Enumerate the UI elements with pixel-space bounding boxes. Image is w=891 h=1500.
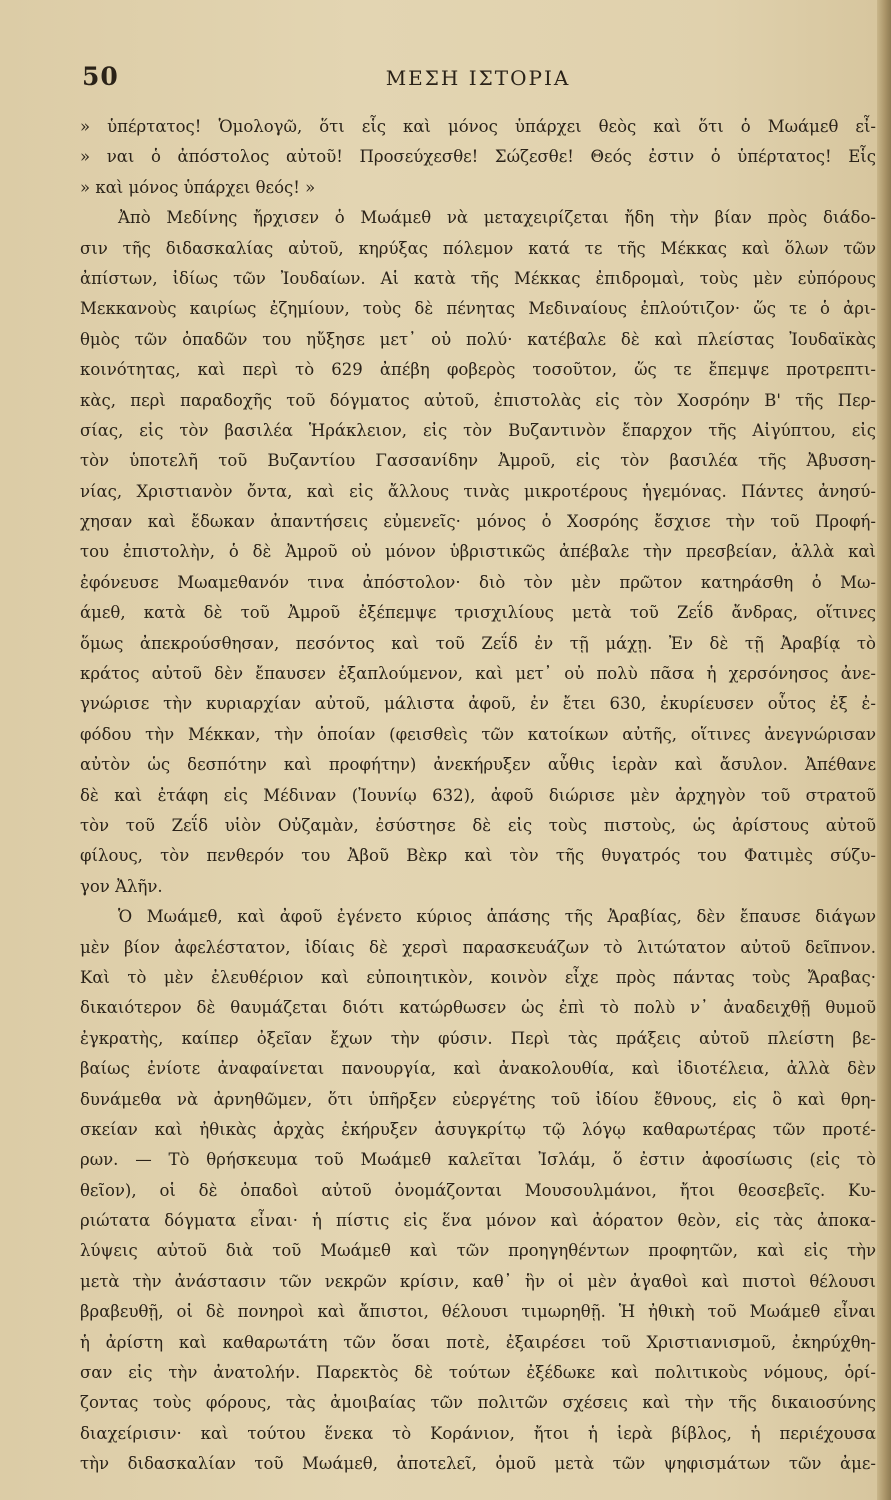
text-line: φίλους, τὸν πενθερόν του Ἀβοῦ Βὲκρ καὶ τὸν τῆς θυγατρός του Φατιμὲς σύζυ- xyxy=(80,846,876,866)
text-line: Ὁ Μωάμεθ, καὶ ἀφοῦ ἐγένετο κύριος ἁπάσης τῆς Ἀραβίας, δὲν ἔπαυσε διάγων xyxy=(118,907,876,927)
running-title: ΜΕΣΗ ΙΣΤΟΡΙΑ xyxy=(385,66,571,90)
text-line: δυνάμεθα νὰ ἀρνηθῶμεν, ὅτι ὑπῆρξεν εὐεργέτης τοῦ ἰδίου ἔθνους, εἰς ὃ καὶ θρη- xyxy=(80,1089,876,1109)
text-line: τὸν ὑποτελῆ τοῦ Βυζαντίου Γασσανίδην Ἀμροῦ, εἰς τὸν βασιλέα τῆς Ἀβυσση- xyxy=(80,451,876,471)
text-line: βραβευθῇ, οἱ δὲ πονηροὶ καὶ ἄπιστοι, θέλουσι τιμωρηθῇ. Ἡ ἠθικὴ τοῦ Μωάμεθ εἶναι xyxy=(80,1302,876,1322)
text-line: » καὶ μόνος ὑπάρχει θεός! » xyxy=(80,177,316,197)
text-line: Ἀπὸ Μεδίνης ἤρχισεν ὁ Μωάμεθ νὰ μεταχειρίζεται ἤδη τὴν βίαν πρὸς διάδο- xyxy=(118,208,876,228)
text-line: δικαιότερον δὲ θαυμάζεται διότι κατώρθωσεν ὡς ἐπὶ τὸ πολὺ ν᾽ ἀναδειχθῇ θυμοῦ xyxy=(80,998,876,1018)
page-number: 50 xyxy=(82,62,119,91)
text-line: μὲν βίον ἀφελέστατον, ἰδίαις δὲ χερσὶ παρασκευάζων τὸ λιτώτατον αὐτοῦ δεῖπνον. xyxy=(80,937,876,957)
text-line: γνώρισε τὴν κυριαρχίαν αὐτοῦ, μάλιστα ἀφοῦ, ἐν ἔτει 630, ἐκυρίευσεν οὗτος ἐξ ἐ- xyxy=(80,694,876,714)
text-line: ἀπίστων, ἰδίως τῶν Ἰουδαίων. Αἱ κατὰ τῆς Μέκκας ἐπιδρομαὶ, τοὺς μὲν εὐπόρους xyxy=(80,268,876,288)
text-line: λύψεις αὐτοῦ διὰ τοῦ Μωάμεθ καὶ τῶν προηγηθέντων προφητῶν, καὶ εἰς τὴν xyxy=(80,1241,876,1261)
text-line: σιν τῆς διδασκαλίας αὐτοῦ, κηρύξας πόλεμον κατά τε τῆς Μέκκας καὶ ὅλων τῶν xyxy=(80,238,876,258)
text-line: » ὑπέρτατος! Ὁμολογῶ, ὅτι εἷς καὶ μόνος ὑπάρχει θεὸς καὶ ὅτι ὁ Μωάμεθ εἶ- xyxy=(80,117,876,136)
text-line: φόδου τὴν Μέκκαν, τὴν ὁποίαν (φεισθεὶς τῶν κατοίκων αὐτῆς, οἵτινες ἀνεγνώρισαν xyxy=(80,724,876,744)
text-line: νίας, Χριστιανὸν ὄντα, καὶ εἰς ἄλλους τινὰς μικροτέρους ἡγεμόνας. Πάντες ἀνησύ- xyxy=(80,481,876,501)
text-line: κράτος αὐτοῦ δὲν ἔπαυσεν ἐξαπλούμενον, καὶ μετ᾽ οὐ πολὺ πᾶσα ἡ χερσόνησος ἀνε- xyxy=(80,664,876,684)
text-line: γον Ἀλῆν. xyxy=(80,876,163,896)
text-line: του ἐπιστολὴν, ὁ δὲ Ἀμροῦ οὐ μόνον ὑβριστικῶς ἀπέβαλε τὴν πρεσβείαν, ἀλλὰ καὶ xyxy=(80,542,876,562)
text-line: κὰς, περὶ παραδοχῆς τοῦ δόγματος αὐτοῦ, ἐπιστολὰς εἰς τὸν Χοσρόην Β' τῆς Περ- xyxy=(80,390,876,410)
text-line: ρων. — Τὸ θρήσκευμα τοῦ Μωάμεθ καλεῖται Ἰσλάμ, ὅ ἐστιν ἀφοσίωσις (εἰς τὸ xyxy=(80,1150,876,1170)
text-line: ὅμως ἀπεκρούσθησαν, πεσόντος καὶ τοῦ Ζεΐδ ἐν τῇ μάχῃ. Ἐν δὲ τῇ Ἀραβίᾳ τὸ xyxy=(80,633,876,653)
page-header xyxy=(82,62,874,96)
text-line: σκείαν καὶ ἠθικὰς ἀρχὰς ἐκήρυξεν ἀσυγκρίτῳ τῷ λόγῳ καθαρωτέρας τῶν προτέ- xyxy=(80,1119,876,1139)
text-line: » ναι ὁ ἀπόστολος αὐτοῦ! Προσεύχεσθε! Σώζεσθε! Θεός ἐστιν ὁ ὑπέρτατος! Εἷς xyxy=(80,147,876,167)
page-edge-shadow xyxy=(877,0,891,1500)
text-line: σαν εἰς τὴν ἀνατολήν. Παρεκτὸς δὲ τούτων ἐξέδωκε καὶ πολιτικοὺς νόμους, ὁρί- xyxy=(80,1363,876,1383)
text-line: άμεθ, κατὰ δὲ τοῦ Ἀμροῦ ἐξέπεμψε τρισχιλίους μετὰ τοῦ Ζεΐδ ἄνδρας, οἵτινες xyxy=(80,603,876,623)
text-line: αὐτὸν ὡς δεσπότην καὶ προφήτην) ἀνεκήρυξεν αὖθις ἱερὰν καὶ ἄσυλον. Ἀπέθανε xyxy=(80,755,876,775)
text-line: ριώτατα δόγματα εἶναι· ἡ πίστις εἰς ἕνα μόνον καὶ ἀόρατον θεὸν, εἰς τὰς ἀποκα- xyxy=(80,1211,876,1231)
text-line: κοινότητας, καὶ περὶ τὸ 629 ἀπέβη φοβερὸς τοσοῦτον, ὥς τε ἔπεμψε προτρεπτι- xyxy=(80,360,876,380)
text-line: τὴν διδασκαλίαν τοῦ Μωάμεθ, ἀποτελεῖ, ὁμοῦ μετὰ τῶν ψηφισμάτων τῶν ἀμε- xyxy=(80,1454,876,1474)
text-line: ἐφόνευσε Μωαμεθανόν τινα ἀπόστολον· διὸ τὸν μὲν πρῶτον κατηράσθη ὁ Μω- xyxy=(80,572,876,592)
text-line: ἡ ἀρίστη καὶ καθαρωτάτη τῶν ὅσαι ποτὲ, ἐξαιρέσει τοῦ Χριστιανισμοῦ, ἐκηρύχθη- xyxy=(80,1332,876,1352)
text-line: Μεκκανοὺς καιρίως ἐζημίουν, τοὺς δὲ πένητας Μεδιναίους ἐπλούτιζον· ὥς τε ὁ ἀρι- xyxy=(80,299,876,319)
text-line: ζοντας τοὺς φόρους, τὰς ἀμοιβαίας τῶν πολιτῶν σχέσεις καὶ τὴν τῆς δικαιοσύνης xyxy=(80,1393,876,1413)
text-line: δὲ καὶ ἐτάφη εἰς Μέδιναν (Ἰουνίῳ 632), ἀφοῦ διώρισε μὲν ἀρχηγὸν τοῦ στρατοῦ xyxy=(80,785,876,805)
text-line: μετὰ τὴν ἀνάστασιν τῶν νεκρῶν κρίσιν, καθ᾽ ἣν οἱ μὲν ἀγαθοὶ καὶ πιστοὶ θέλουσι xyxy=(80,1271,876,1291)
text-line: Καὶ τὸ μὲν ἐλευθέριον καὶ εὐποιητικὸν, κοινὸν εἶχε πρὸς πάντας τοὺς Ἄραβας· xyxy=(80,967,876,987)
text-line: διαχείρισιν· καὶ τούτου ἕνεκα τὸ Κοράνιον, ἤτοι ἡ ἱερὰ βίβλος, ἡ περιέχουσα xyxy=(80,1423,876,1443)
text-line: σίας, εἰς τὸν βασιλέα Ἡράκλειον, εἰς τὸν Βυζαντινὸν ἔπαρχον τῆς Αἰγύπτου, εἰς xyxy=(80,420,876,440)
text-line: βαίως ἐνίοτε ἀναφαίνεται πανουργία, καὶ ἀνακολουθία, καὶ ἰδιοτέλεια, ἀλλὰ δὲν xyxy=(80,1059,876,1079)
text-line: τὸν τοῦ Ζεΐδ υἱὸν Οὐζαμὰν, ἐσύστησε δὲ εἰς τοὺς πιστοὺς, ὡς ἀρίστους αὐτοῦ xyxy=(80,815,876,835)
text-line: ἐγκρατὴς, καίπερ ὀξεῖαν ἔχων τὴν φύσιν. Περὶ τὰς πράξεις αὐτοῦ πλείστη βε- xyxy=(80,1028,876,1048)
text-line: χησαν καὶ ἔδωκαν ἀπαντήσεις εὐμενεῖς· μόνος ὁ Χοσρόης ἔσχισε τὴν τοῦ Προφή- xyxy=(80,512,876,532)
page-body-text xyxy=(80,112,876,1480)
text-line: θεῖον), οἱ δὲ ὀπαδοὶ αὐτοῦ ὀνομάζονται Μουσουλμάνοι, ἤτοι θεοσεβεῖς. Κυ- xyxy=(80,1180,876,1200)
text-line: θμὸς τῶν ὀπαδῶν του ηὔξησε μετ᾽ οὐ πολύ· κατέβαλε δὲ καὶ πλείστας Ἰουδαϊκὰς xyxy=(80,329,876,349)
